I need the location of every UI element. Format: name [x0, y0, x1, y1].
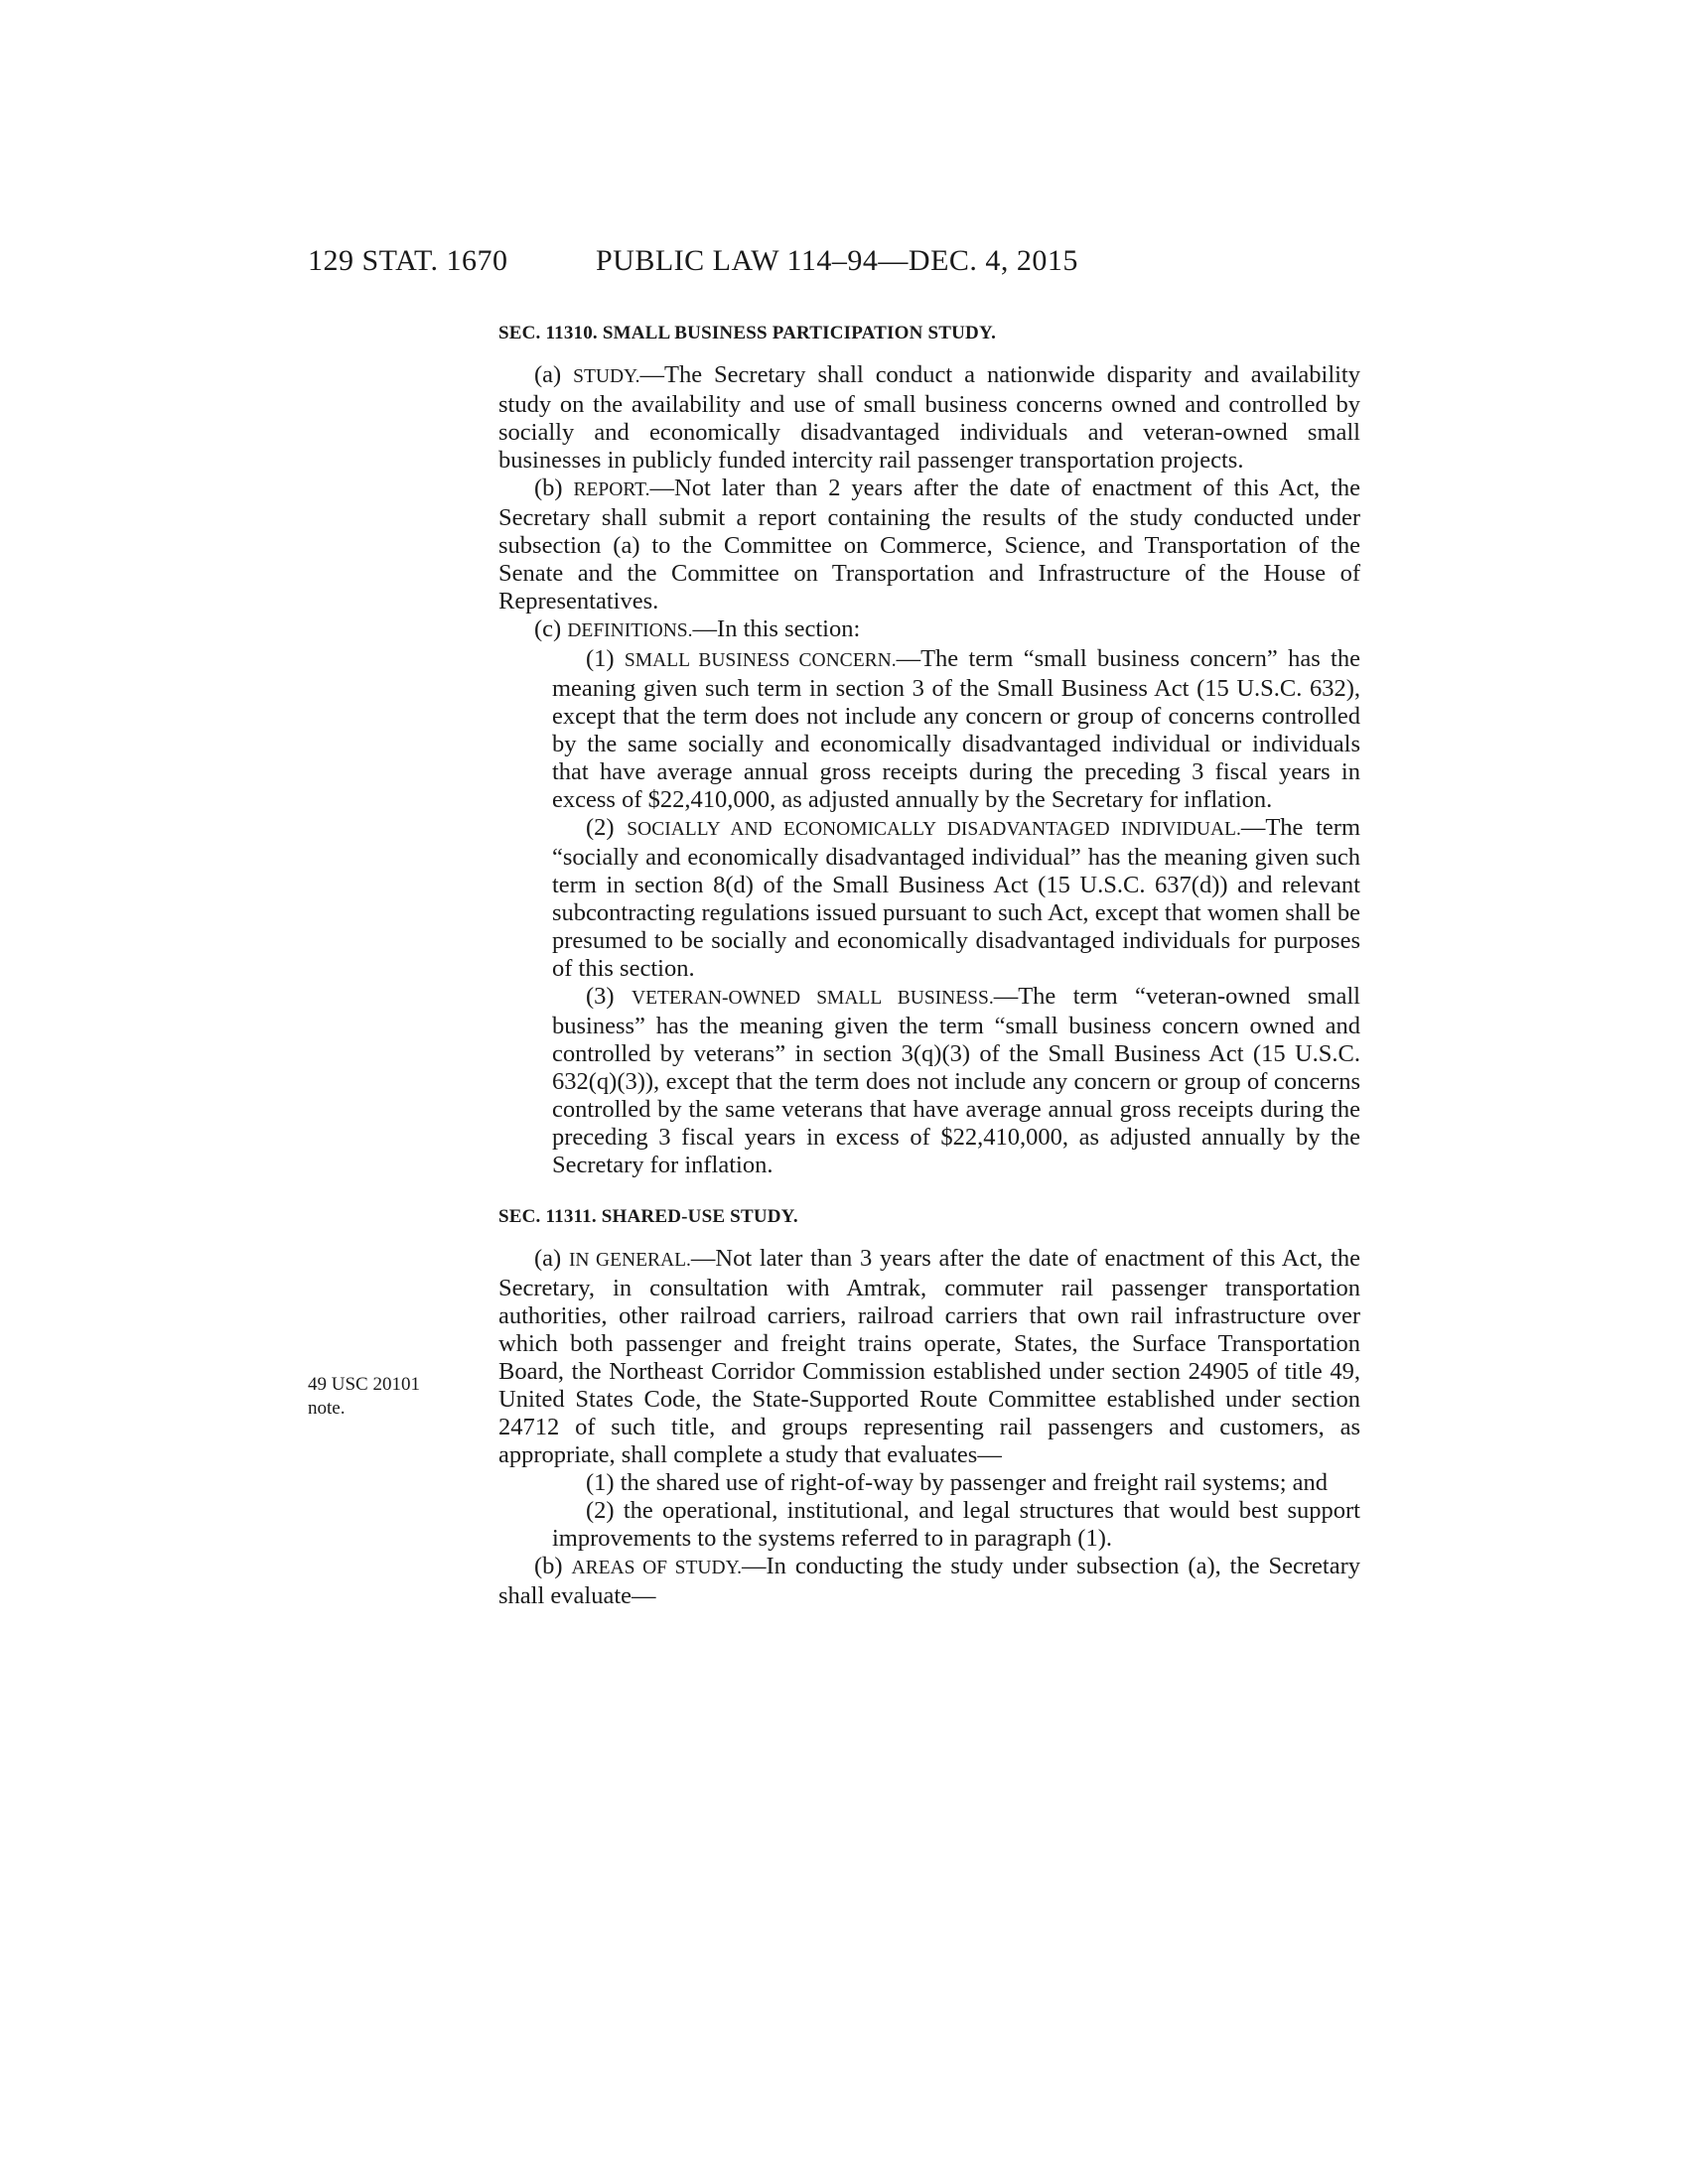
margin-note: [308, 1373, 467, 1421]
page-body: [498, 320, 1360, 1610]
section-11310-subsection-b: (b) REPORT.—Not later than 2 years after the date of enactment of this Act, the Secretary shall submit a report containing the results of the study conducted under subsection (a) to the Committee on Commerce, Science, and Transportation of the Senate and the Committee on Transportation and Infrastructure of the House of Representatives.: [498, 475, 1360, 614]
definition-veteran-owned-small-business: (3) VETERAN-OWNED SMALL BUSINESS.—The term “veteran-owned small business” has the meaning given the term “small business concern owned and controlled by veterans” in section 3(q)(3) of the Small Business Act (15 U.S.C. 632(q)(3)), except that the term does not include any concern or group of concerns controlled by the same veterans that have average annual gross receipts during the preceding 3 fiscal years in excess of $22,410,000, as adjusted annually by the Secretary for inflation.: [552, 983, 1360, 1178]
definition-small-business-concern: (1) SMALL BUSINESS CONCERN.—The term “small business concern” has the meaning given such term in section 3 of the Small Business Act (15 U.S.C. 632), except that the term does not include any concern or group of concerns controlled by the same socially and economically disadvantaged individual or individuals that have average annual gross receipts during the preceding 3 fiscal years in excess of $22,410,000, as adjusted annually by the Secretary for inflation.: [552, 645, 1360, 813]
margin-note-line-1: 49 USC 20101: [308, 1374, 420, 1395]
margin-note-line-2: note.: [308, 1398, 346, 1419]
section-11310-subsection-c: (c) DEFINITIONS.—In this section:: [534, 615, 861, 642]
section-11311-subsection-a: (a) IN GENERAL.—Not later than 3 years after the date of enactment of this Act, the Secretary, in consultation with Amtrak, commuter rail passenger transportation authorities, other railroad carriers, railroad carriers that own rail infrastructure over which both passenger and freight trains operate, States, the Surface Transportation Board, the Northeast Corridor Commission established under section 24905 of title 49, United States Code, the State-Supported Route Committee established under section 24712 of such title, and groups representing rail passengers and customers, as appropriate, shall complete a study that evaluates—: [498, 1245, 1360, 1468]
section-11311-paragraph-2: (2) the operational, institutional, and legal structures that would best support improvements to the systems referred to in paragraph (1).: [552, 1497, 1360, 1552]
statute-page-number: 129 STAT. 1670: [308, 244, 508, 277]
definition-disadvantaged-individual: (2) SOCIALLY AND ECONOMICALLY DISADVANTAGED INDIVIDUAL.—The term “socially and economically disadvantaged individual” has the meaning given such term in section 8(d) of the Small Business Act (15 U.S.C. 637(d)) and relevant subcontracting regulations issued pursuant to such Act, except that women shall be presumed to be socially and economically disadvantaged individuals for purposes of this section.: [552, 814, 1360, 982]
section-11310-heading: SEC. 11310. SMALL BUSINESS PARTICIPATION STUDY.: [498, 323, 997, 343]
section-11311-heading: SEC. 11311. SHARED-USE STUDY.: [498, 1206, 798, 1227]
section-11310-subsection-a: (a) STUDY.—The Secretary shall conduct a nationwide disparity and availability study on the availability and use of small business concerns owned and controlled by socially and economically disadvantaged individuals and veteran-owned small businesses in publicly funded intercity rail passenger transportation projects.: [498, 361, 1360, 474]
section-11311-subsection-b: (b) AREAS OF STUDY.—In conducting the study under subsection (a), the Secretary shall evaluate—: [498, 1553, 1360, 1609]
running-header: [308, 244, 1360, 284]
section-11311-paragraph-1: (1) the shared use of right-of-way by passenger and freight rail systems; and: [586, 1469, 1329, 1496]
public-law-citation: PUBLIC LAW 114–94—DEC. 4, 2015: [596, 244, 1078, 277]
